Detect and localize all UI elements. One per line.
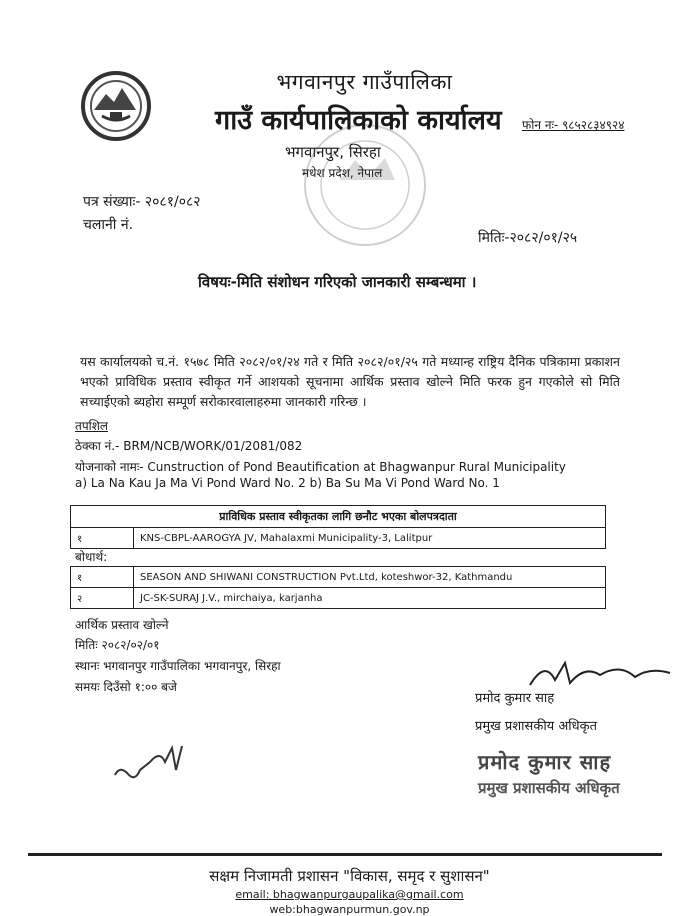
row-serial: २	[71, 588, 134, 609]
details-heading: तपशिल	[75, 419, 109, 433]
signatory-title: प्रमुख प्रशासकीय अधिकृत	[475, 719, 598, 734]
cc-label: बोधार्थ:	[75, 550, 108, 564]
office-name: गाउँ कार्यपालिकाको कार्यालय	[215, 105, 502, 136]
table-heading: प्राविधिक प्रस्ताव स्वीकृतका लागि छनौट भएका बोलपत्रदाता	[71, 506, 606, 528]
footer-website: web:bhagwanpurmun.gov.np	[269, 903, 430, 916]
row-bidder: KNS-CBPL-AAROGYA JV, Mahalaxmi Municipality-3, Lalitpur	[134, 528, 606, 549]
row-bidder: SEASON AND SHIWANI CONSTRUCTION Pvt.Ltd, koteshwor-32, Kathmandu	[134, 567, 606, 588]
cc-bidders-table	[70, 566, 606, 609]
opening-label: आर्थिक प्रस्ताव खोल्ने	[75, 618, 169, 632]
table-row	[71, 588, 606, 609]
phone-number: फोन नः- ९८५२८३४९२४	[522, 118, 625, 132]
municipality-name: भगवानपुर गाउँपालिका	[276, 70, 453, 94]
project-sites: a) La Na Kau Ja Ma Vi Pond Ward No. 2 b) Ba Su Ma Vi Pond Ward No. 1	[75, 476, 500, 490]
letter-date: मितिः-२०८२/०१/२५	[478, 230, 578, 246]
contract-number: ठेक्का नं.- BRM/NCB/WORK/01/2081/082	[75, 439, 303, 453]
letter-subject: विषयः-मिति संशोधन गरिएको जानकारी सम्बन्धमा ।	[198, 273, 477, 291]
signature-stamp-title: प्रमुख प्रशासकीय अधिकृत	[478, 779, 620, 797]
signatory-name: प्रमोद कुमार साह	[475, 691, 555, 706]
signature-stamp-name: प्रमोद कुमार साह	[478, 750, 612, 774]
row-serial: १	[71, 528, 134, 549]
office-province: मधेश प्रदेश, नेपाल	[302, 166, 383, 180]
opening-date: मितिः २०८२/०२/०१	[75, 638, 160, 652]
footer-divider	[28, 853, 662, 856]
opening-place: स्थानः भगवानपुर गाउँपालिका भगवानपुर, सिरहा	[75, 659, 281, 673]
office-location: भगवानपुर, सिरहा	[285, 143, 381, 161]
row-serial: १	[71, 567, 134, 588]
office-seal-icon	[300, 120, 430, 250]
footer-motto: सक्षम निजामती प्रशासन "विकास, समृद र सुशासन"	[209, 867, 490, 885]
dispatch-number: चलानी नं.	[83, 217, 134, 233]
opening-time: समयः दिउँसो १:०० बजे	[75, 680, 177, 694]
table-row	[71, 567, 606, 588]
project-name: योजनाको नामः- Cunstruction of Pond Beautification at Bhagwanpur Rural Municipality	[75, 460, 566, 474]
handwritten-note-icon	[110, 740, 190, 790]
row-bidder: JC-SK-SURAJ J.V., mirchaiya, karjanha	[134, 588, 606, 609]
letter-body: यस कार्यालयको च.नं. १५७८ मिति २०८२/०१/२४ गते र मिति २०८२/०१/२५ गते मध्यान्ह राष्ट्रिय दैनिक पत्रिकामा प्रकाशन भएको प्राविधिक प्रस्ताव स्वीकृत गर्ने आशयको सूचनामा आर्थिक प्रस्ताव खोल्ने मिति फरक हुन गएकोले सो मिति सच्याईएको ब्यहोरा सम्पूर्ण सरोकारवालाहरुमा जानकारी गरिन्छ ।	[80, 354, 620, 409]
table-row	[71, 528, 606, 549]
footer-email: email: bhagwanpurgaupalika@gmail.com	[235, 888, 464, 901]
selected-bidders-table	[70, 505, 606, 549]
letter-number: पत्र संख्याः- २०८१/०८२	[83, 194, 201, 210]
